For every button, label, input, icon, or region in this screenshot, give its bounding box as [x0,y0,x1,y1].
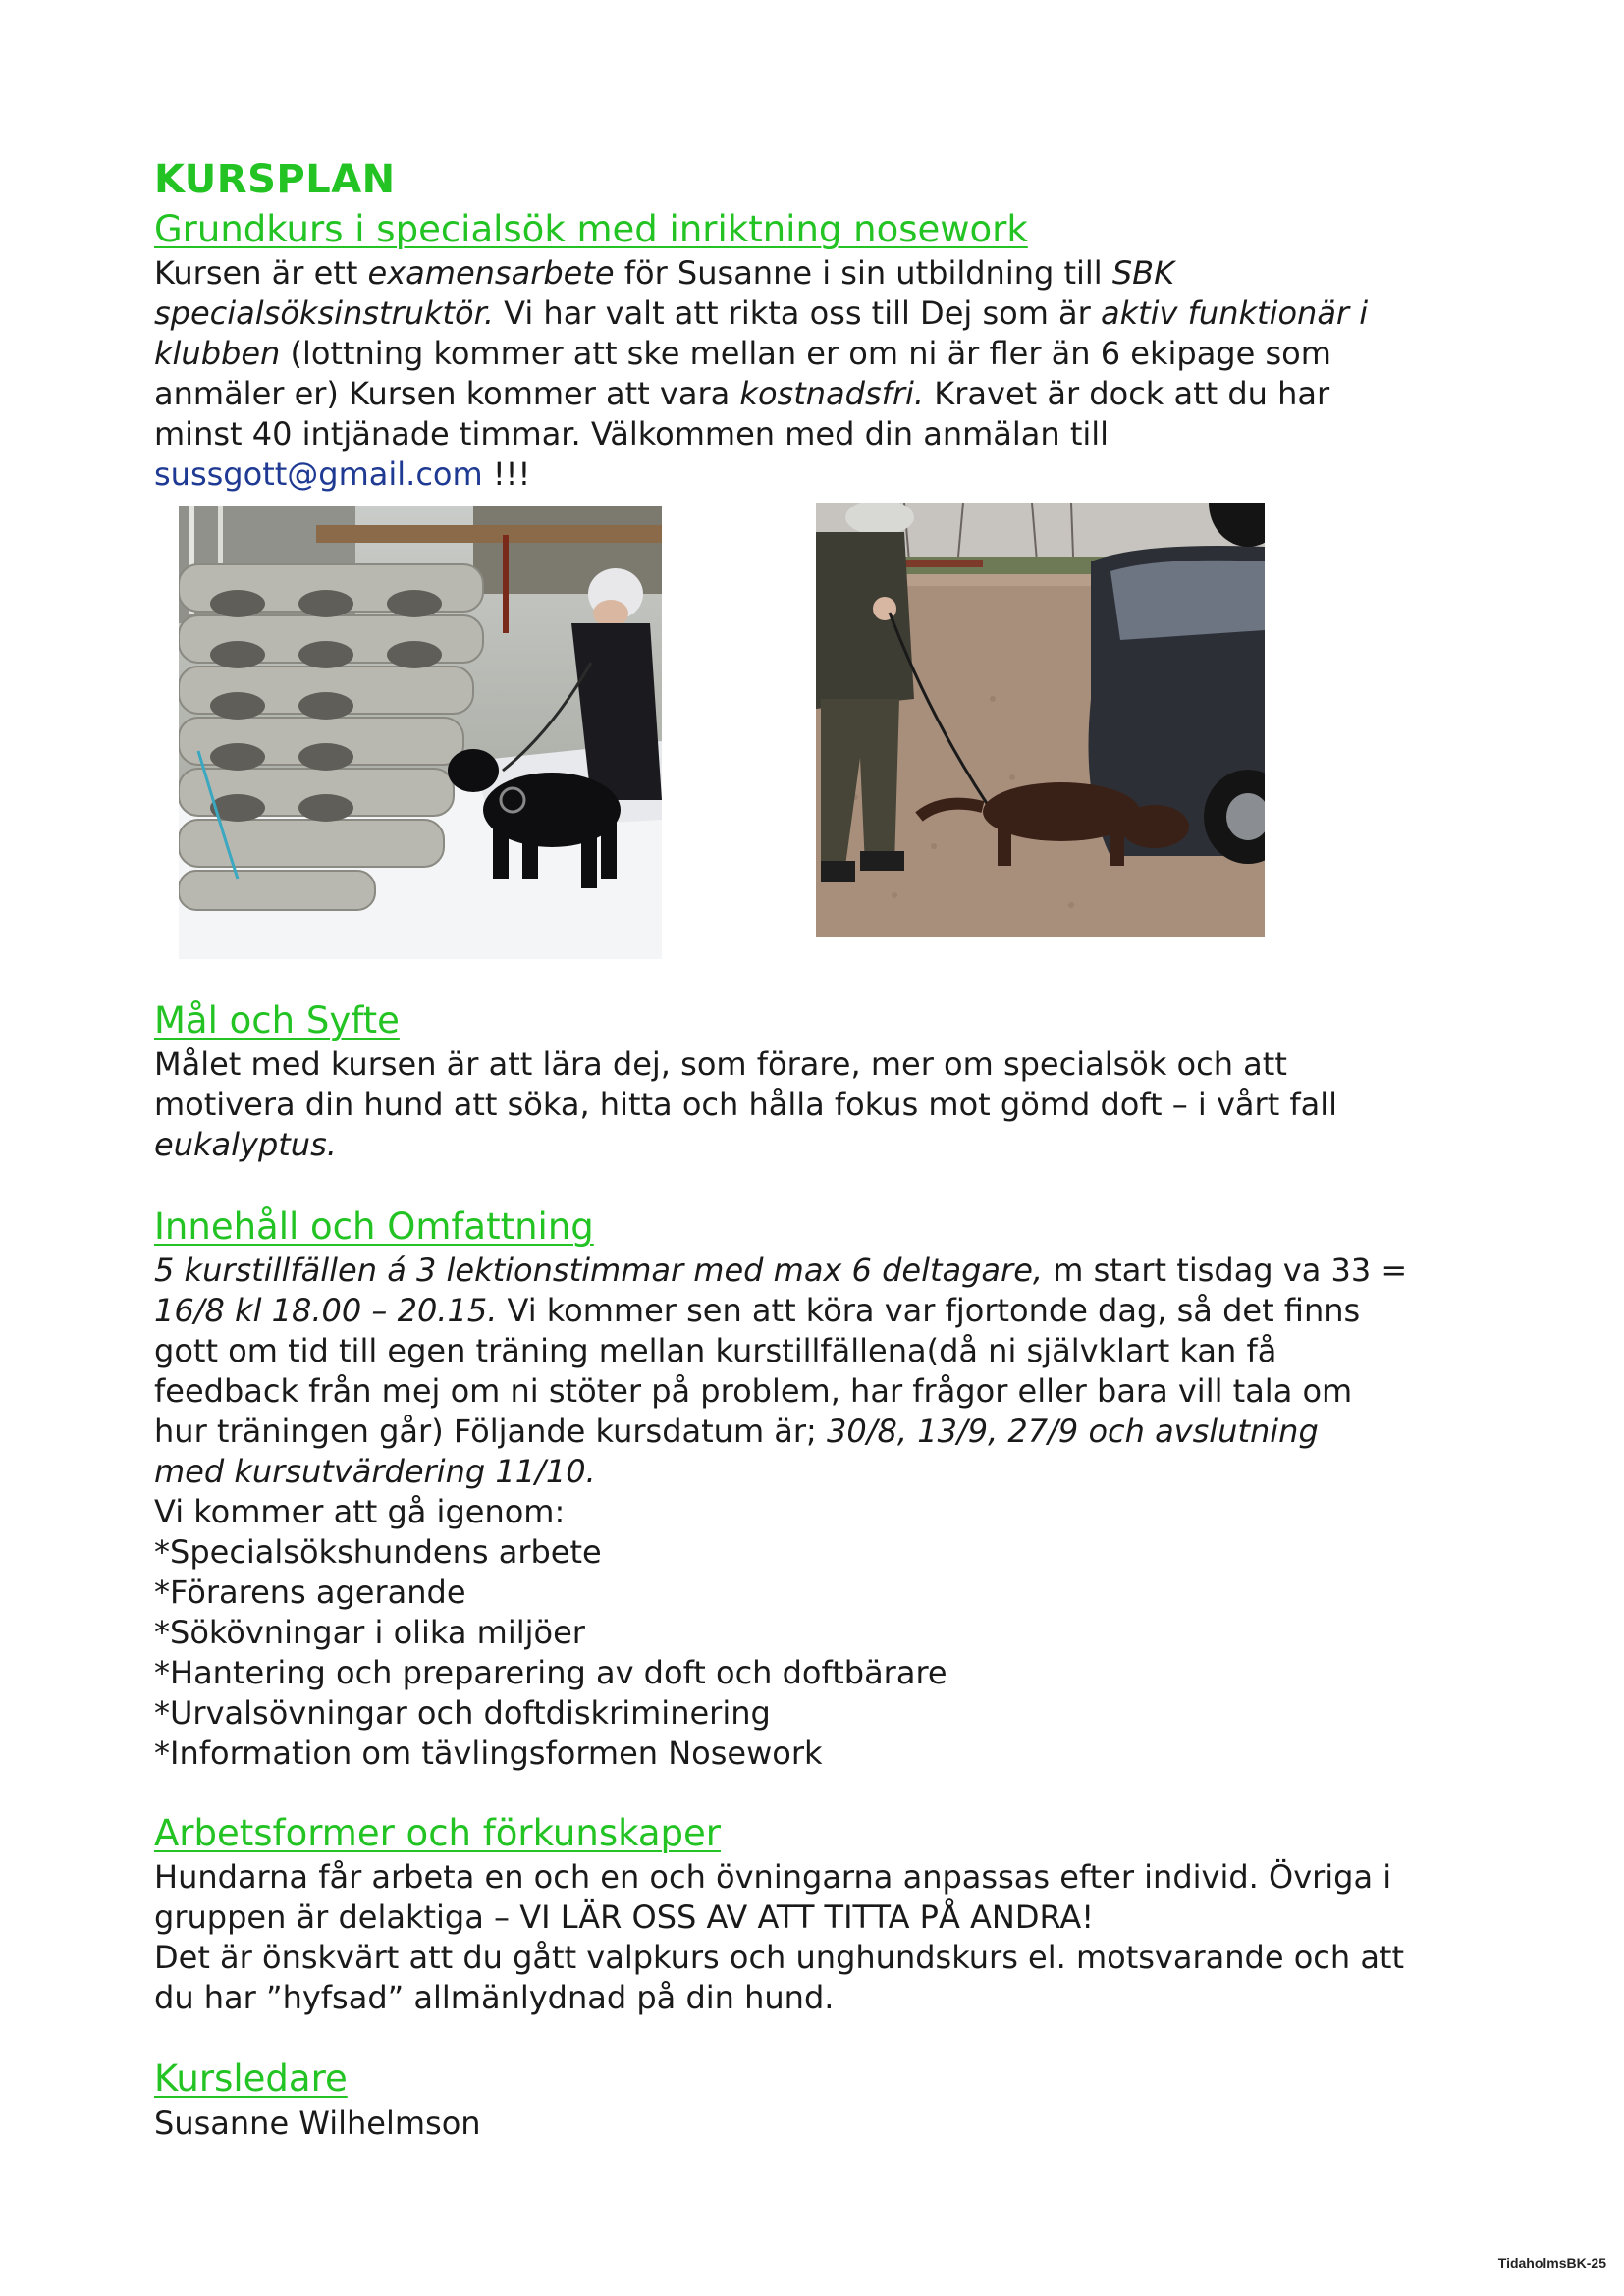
section-heading-innehall: Innehåll och Omfattning [154,1205,594,1248]
intro-line-3: klubben (lottning kommer att ske mellan er om ni är fler än 6 ekipage som [154,335,1331,372]
email-link[interactable]: sussgott@gmail.com [154,455,483,493]
innehall-line-4: feedback från mej om ni stöter på problem, har frågor eller bara vill tala om [154,1372,1353,1410]
section-heading-mal: Mål och Syfte [154,999,400,1041]
instructor-name: Susanne Wilhelmson [154,2105,481,2142]
mal-line-3: eukalyptus. [154,1126,337,1163]
arbets-line-2: gruppen är delaktiga – VI LÄR OSS AV ATT TITTA PÅ ANDRA! [154,1898,1095,1936]
footer-code: TidaholmsBK-25 [1497,2255,1606,2270]
intro-line-2: specialsöksinstruktör. Vi har valt att rikta oss till Dej som är aktiv funktionär i [154,294,1369,332]
innehall-line-3: gott om tid till egen träning mellan kurstillfällena(då ni självklart kan få [154,1332,1277,1369]
list-item: *Förarens agerande [154,1574,466,1611]
section-heading-kursledare: Kursledare [154,2057,348,2100]
intro-line-6: sussgott@gmail.com !!! [154,455,531,493]
innehall-line-2: 16/8 kl 18.00 – 20.15. Vi kommer sen att köra var fjortonde dag, så det finns [154,1292,1361,1329]
intro-line-1: Kursen är ett examensarbete för Susanne i sin utbildning till SBK [154,254,1175,292]
arbets-line-1: Hundarna får arbeta en och en och övningarna anpassas efter individ. Övriga i [154,1858,1392,1896]
innehall-line-1: 5 kurstillfällen á 3 lektionstimmar med max 6 deltagare, m start tisdag va 33 = [154,1252,1408,1289]
course-title: Grundkurs i specialsök med inriktning nosework [154,208,1028,250]
arbets-line-4: du har ”hyfsad” allmänlydnad på din hund. [154,1979,835,2016]
innehall-line-6: med kursutvärdering 11/10. [154,1453,596,1490]
arbets-line-3: Det är önskvärt att du gått valpkurs och unghundskurs el. motsvarande och att [154,1939,1405,1976]
photo-dog-in-snow [179,506,662,959]
innehall-line-7: Vi kommer att gå igenom: [154,1493,566,1530]
list-item: *Sökövningar i olika miljöer [154,1614,585,1651]
intro-line-5: minst 40 intjänade timmar. Välkommen med din anmälan till [154,415,1110,453]
section-heading-arbetsformer: Arbetsformer och förkunskaper [154,1812,722,1854]
list-item: *Specialsökshundens arbete [154,1533,602,1571]
intro-line-4: anmäler er) Kursen kommer att vara kostnadsfri. Kravet är dock att du har [154,375,1330,412]
list-item: *Urvalsövningar och doftdiskriminering [154,1694,771,1732]
list-item: *Hantering och preparering av doft och doftbärare [154,1654,947,1691]
mal-line-2: motivera din hund att söka, hitta och hålla fokus mot gömd doft – i vårt fall [154,1086,1338,1123]
list-item: *Information om tävlingsformen Nosework [154,1735,823,1772]
page-title: KURSPLAN [154,157,396,202]
photo-dog-by-car [816,503,1265,937]
mal-line-1: Målet med kursen är att lära dej, som förare, mer om specialsök och att [154,1045,1287,1083]
innehall-line-5: hur träningen går) Följande kursdatum är; 30/8, 13/9, 27/9 och avslutning [154,1413,1319,1450]
